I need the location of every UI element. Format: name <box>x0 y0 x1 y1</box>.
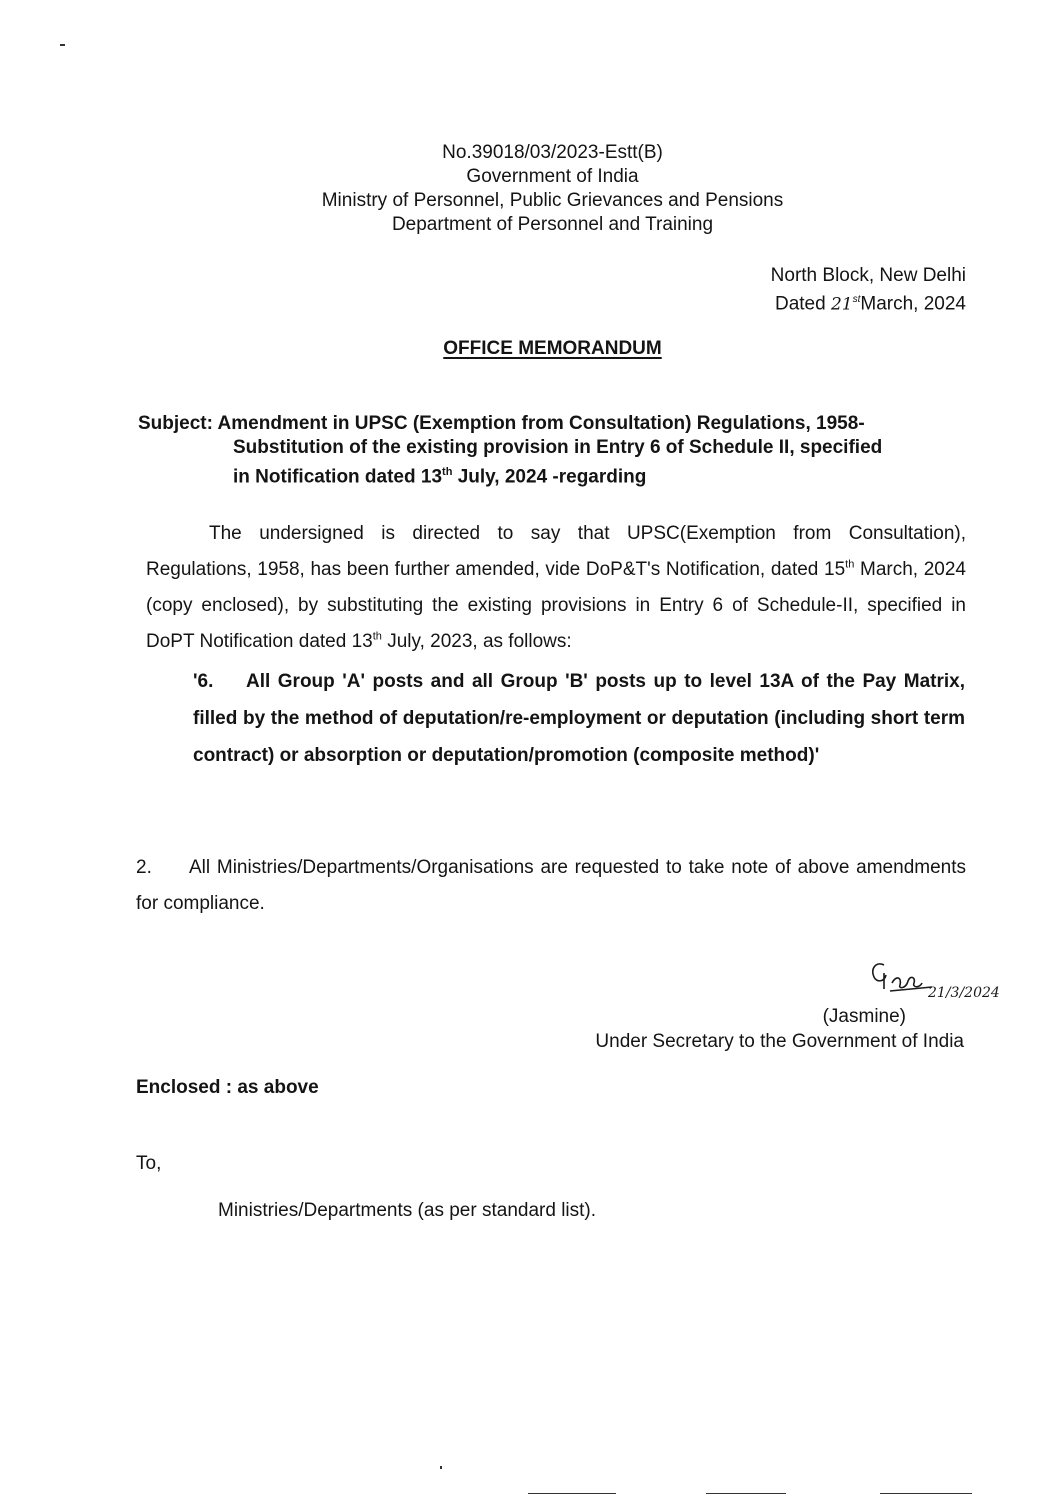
paragraph-2 <box>136 850 966 922</box>
subject-line-3: in Notification dated 13th July, 2024 -regarding <box>233 466 647 488</box>
file-number: No.39018/03/2023-Estt(B) <box>442 142 663 163</box>
scan-line <box>880 1493 972 1494</box>
place-date-block <box>771 264 966 316</box>
ministry-line: Ministry of Personnel, Public Grievances and Pensions <box>321 190 784 211</box>
scan-line <box>706 1493 786 1494</box>
signature-block <box>595 1005 964 1054</box>
scan-speck <box>440 1466 442 1469</box>
entry-number: '6. <box>193 671 214 692</box>
para-2-text: All Ministries/Departments/Organisations are requested to take note of above amendments for compliance. <box>136 857 966 914</box>
signatory-name: (Jasmine) <box>822 1006 906 1027</box>
entry-text: All Group 'A' posts and all Group 'B' posts up to level 13A of the Pay Matrix, filled by the method of deputation/re-employment or deputation (including short term contract) or absorption or deputation/promotion (composite method)' <box>193 671 965 766</box>
to-label: To, <box>136 1153 162 1174</box>
document-header <box>0 141 1050 237</box>
subject-line-2: Substitution of the existing provision in Entry 6 of Schedule II, specified <box>233 437 883 458</box>
date-handwritten: 21 <box>830 294 853 315</box>
scan-speck <box>60 44 65 46</box>
paragraph-1: The undersigned is directed to say that UPSC(Exemption from Consultation), Regulations, 1958, has been further amended, vide DoP&T's Notification, dated 15th March, 2024 (copy enclosed), by substituting the existing provisions in Entry 6 of Schedule-II, specified in DoPT Notification dated 13th July, 2023, as follows: <box>146 523 966 652</box>
signature-date: 21/3/2024 <box>928 985 1000 1001</box>
department-line: Department of Personnel and Training <box>391 214 714 235</box>
enclosure-note: Enclosed : as above <box>136 1077 319 1098</box>
date-line <box>771 288 966 316</box>
office-memorandum-title: OFFICE MEMORANDUM <box>443 338 662 359</box>
subject-label: Subject: <box>138 413 213 434</box>
place: North Block, New Delhi <box>770 265 966 286</box>
quoted-entry-6 <box>193 663 965 774</box>
signatory-designation: Under Secretary to the Government of India <box>595 1031 964 1052</box>
date-prefix: Dated <box>774 293 826 315</box>
subject-line-1: Subject: Amendment in UPSC (Exemption from Consultation) Regulations, 1958- <box>138 413 865 434</box>
date-suffix: st <box>852 294 861 305</box>
scan-line <box>528 1493 616 1494</box>
recipients: Ministries/Departments (as per standard list). <box>218 1200 597 1221</box>
government-line: Government of India <box>466 166 639 187</box>
para-2-number: 2. <box>136 857 152 878</box>
date-rest: March, 2024 <box>860 293 966 315</box>
subject-block <box>138 412 968 489</box>
